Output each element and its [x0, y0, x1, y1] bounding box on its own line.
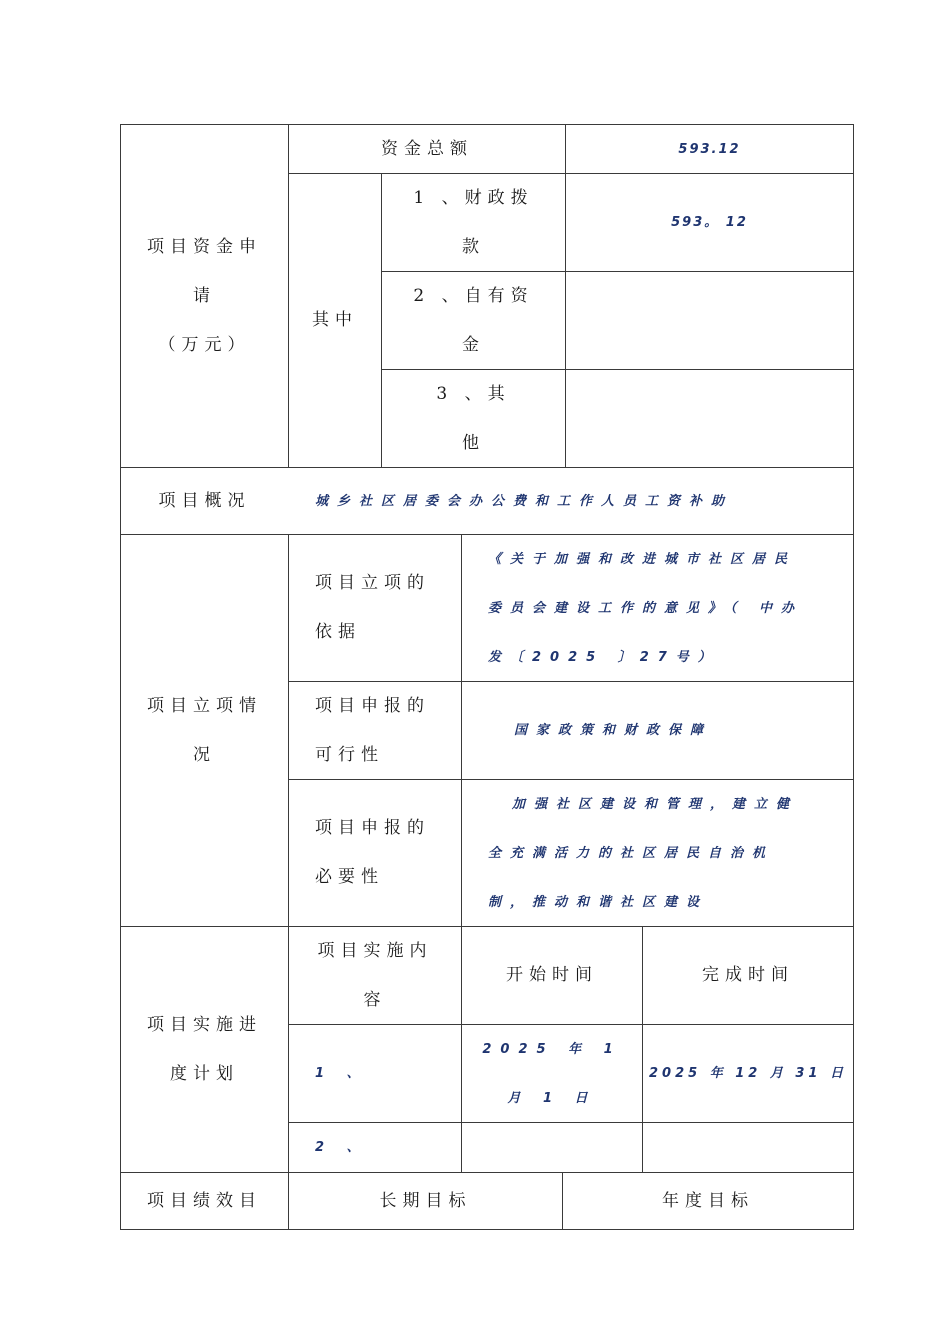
- label-line: 他: [461, 432, 485, 453]
- label-line: 项目资金申: [147, 236, 262, 257]
- label-line: 度计划: [170, 1063, 239, 1084]
- total-funding-value: 593.12: [678, 141, 741, 157]
- necessity-value: [462, 780, 853, 926]
- schedule-end-header: 完成时间: [702, 965, 794, 985]
- text-line: 委员会建设工作的意见》（ 中办: [488, 600, 804, 616]
- table-border-bottom: [120, 1229, 854, 1230]
- of-which-label: 其中: [312, 310, 358, 330]
- table-border-right: [853, 124, 854, 1230]
- schedule-row-2-content: 2 、: [315, 1140, 369, 1155]
- text-line: 2025 年 1: [482, 1041, 622, 1057]
- label-line: 容: [363, 989, 387, 1010]
- own-funds-label: [382, 272, 565, 369]
- total-funding-label: 资金总额: [381, 138, 473, 159]
- other-funds-label: [382, 370, 565, 467]
- label-line: 项目立项的: [315, 573, 430, 593]
- label-line: 金: [461, 334, 485, 355]
- other-funds-value: [566, 370, 853, 467]
- label-line: 项目实施内: [317, 940, 433, 961]
- schedule-row-2-end: [643, 1123, 853, 1172]
- text-line: 月 1 日: [507, 1090, 597, 1106]
- text-line: 发〔2025 〕27号）: [488, 649, 720, 665]
- text-line: 《关于加强和改进城市社区居民: [488, 551, 797, 567]
- long-term-goal-header: 长期目标: [379, 1190, 472, 1211]
- text-line: 制，推动和谐社区建设: [488, 894, 709, 910]
- label-line: 1 、财政拨: [413, 187, 534, 208]
- label-line: 2 、自有资: [413, 285, 534, 306]
- label-line: 项目立项情: [147, 695, 262, 716]
- label-line: 可行性: [315, 744, 384, 765]
- schedule-row-1-start: [462, 1025, 642, 1122]
- schedule-row-2-start: [462, 1123, 642, 1172]
- label-line: 况: [193, 744, 216, 765]
- label-line: 依据: [315, 622, 361, 642]
- label-line: 项目申报的: [315, 695, 430, 716]
- label-line: 项目实施进: [147, 1014, 262, 1035]
- text-line: 加强社区建设和管理，建立健: [512, 796, 799, 812]
- basis-label: [289, 535, 461, 681]
- establishment-section-label: [121, 535, 288, 926]
- text-line: 全充满活力的社区居民自治机: [488, 845, 775, 861]
- label-line: 3 、其: [436, 383, 511, 404]
- schedule-section-label: [121, 927, 288, 1172]
- feasibility-value: 国家政策和财政保障: [514, 723, 713, 738]
- label-line: 项目申报的: [315, 818, 430, 838]
- funding-section-label: [121, 125, 288, 467]
- annual-goal-header: 年度目标: [662, 1190, 754, 1211]
- label-line: 请: [193, 285, 216, 306]
- basis-value: [462, 535, 853, 681]
- own-funds-value: [566, 272, 853, 369]
- schedule-content-header: [289, 927, 461, 1024]
- necessity-label: [289, 780, 461, 926]
- feasibility-label: [289, 682, 461, 779]
- schedule-row-1-end: 2025 年 12 月 31 日: [649, 1066, 847, 1081]
- fiscal-allocation-label: [382, 174, 565, 271]
- overview-value: 城乡社区居委会办公费和工作人员工资补助: [315, 493, 734, 509]
- overview-label: 项目概况: [158, 490, 251, 511]
- label-line: （万元）: [158, 334, 251, 355]
- schedule-row-1-content: 1 、: [315, 1066, 369, 1081]
- schedule-start-header: 开始时间: [506, 965, 598, 985]
- label-line: 必要性: [315, 867, 384, 887]
- label-line: 款: [461, 236, 485, 257]
- fiscal-allocation-value: 593。 12: [671, 215, 748, 230]
- performance-section-label: 项目绩效目: [147, 1190, 262, 1211]
